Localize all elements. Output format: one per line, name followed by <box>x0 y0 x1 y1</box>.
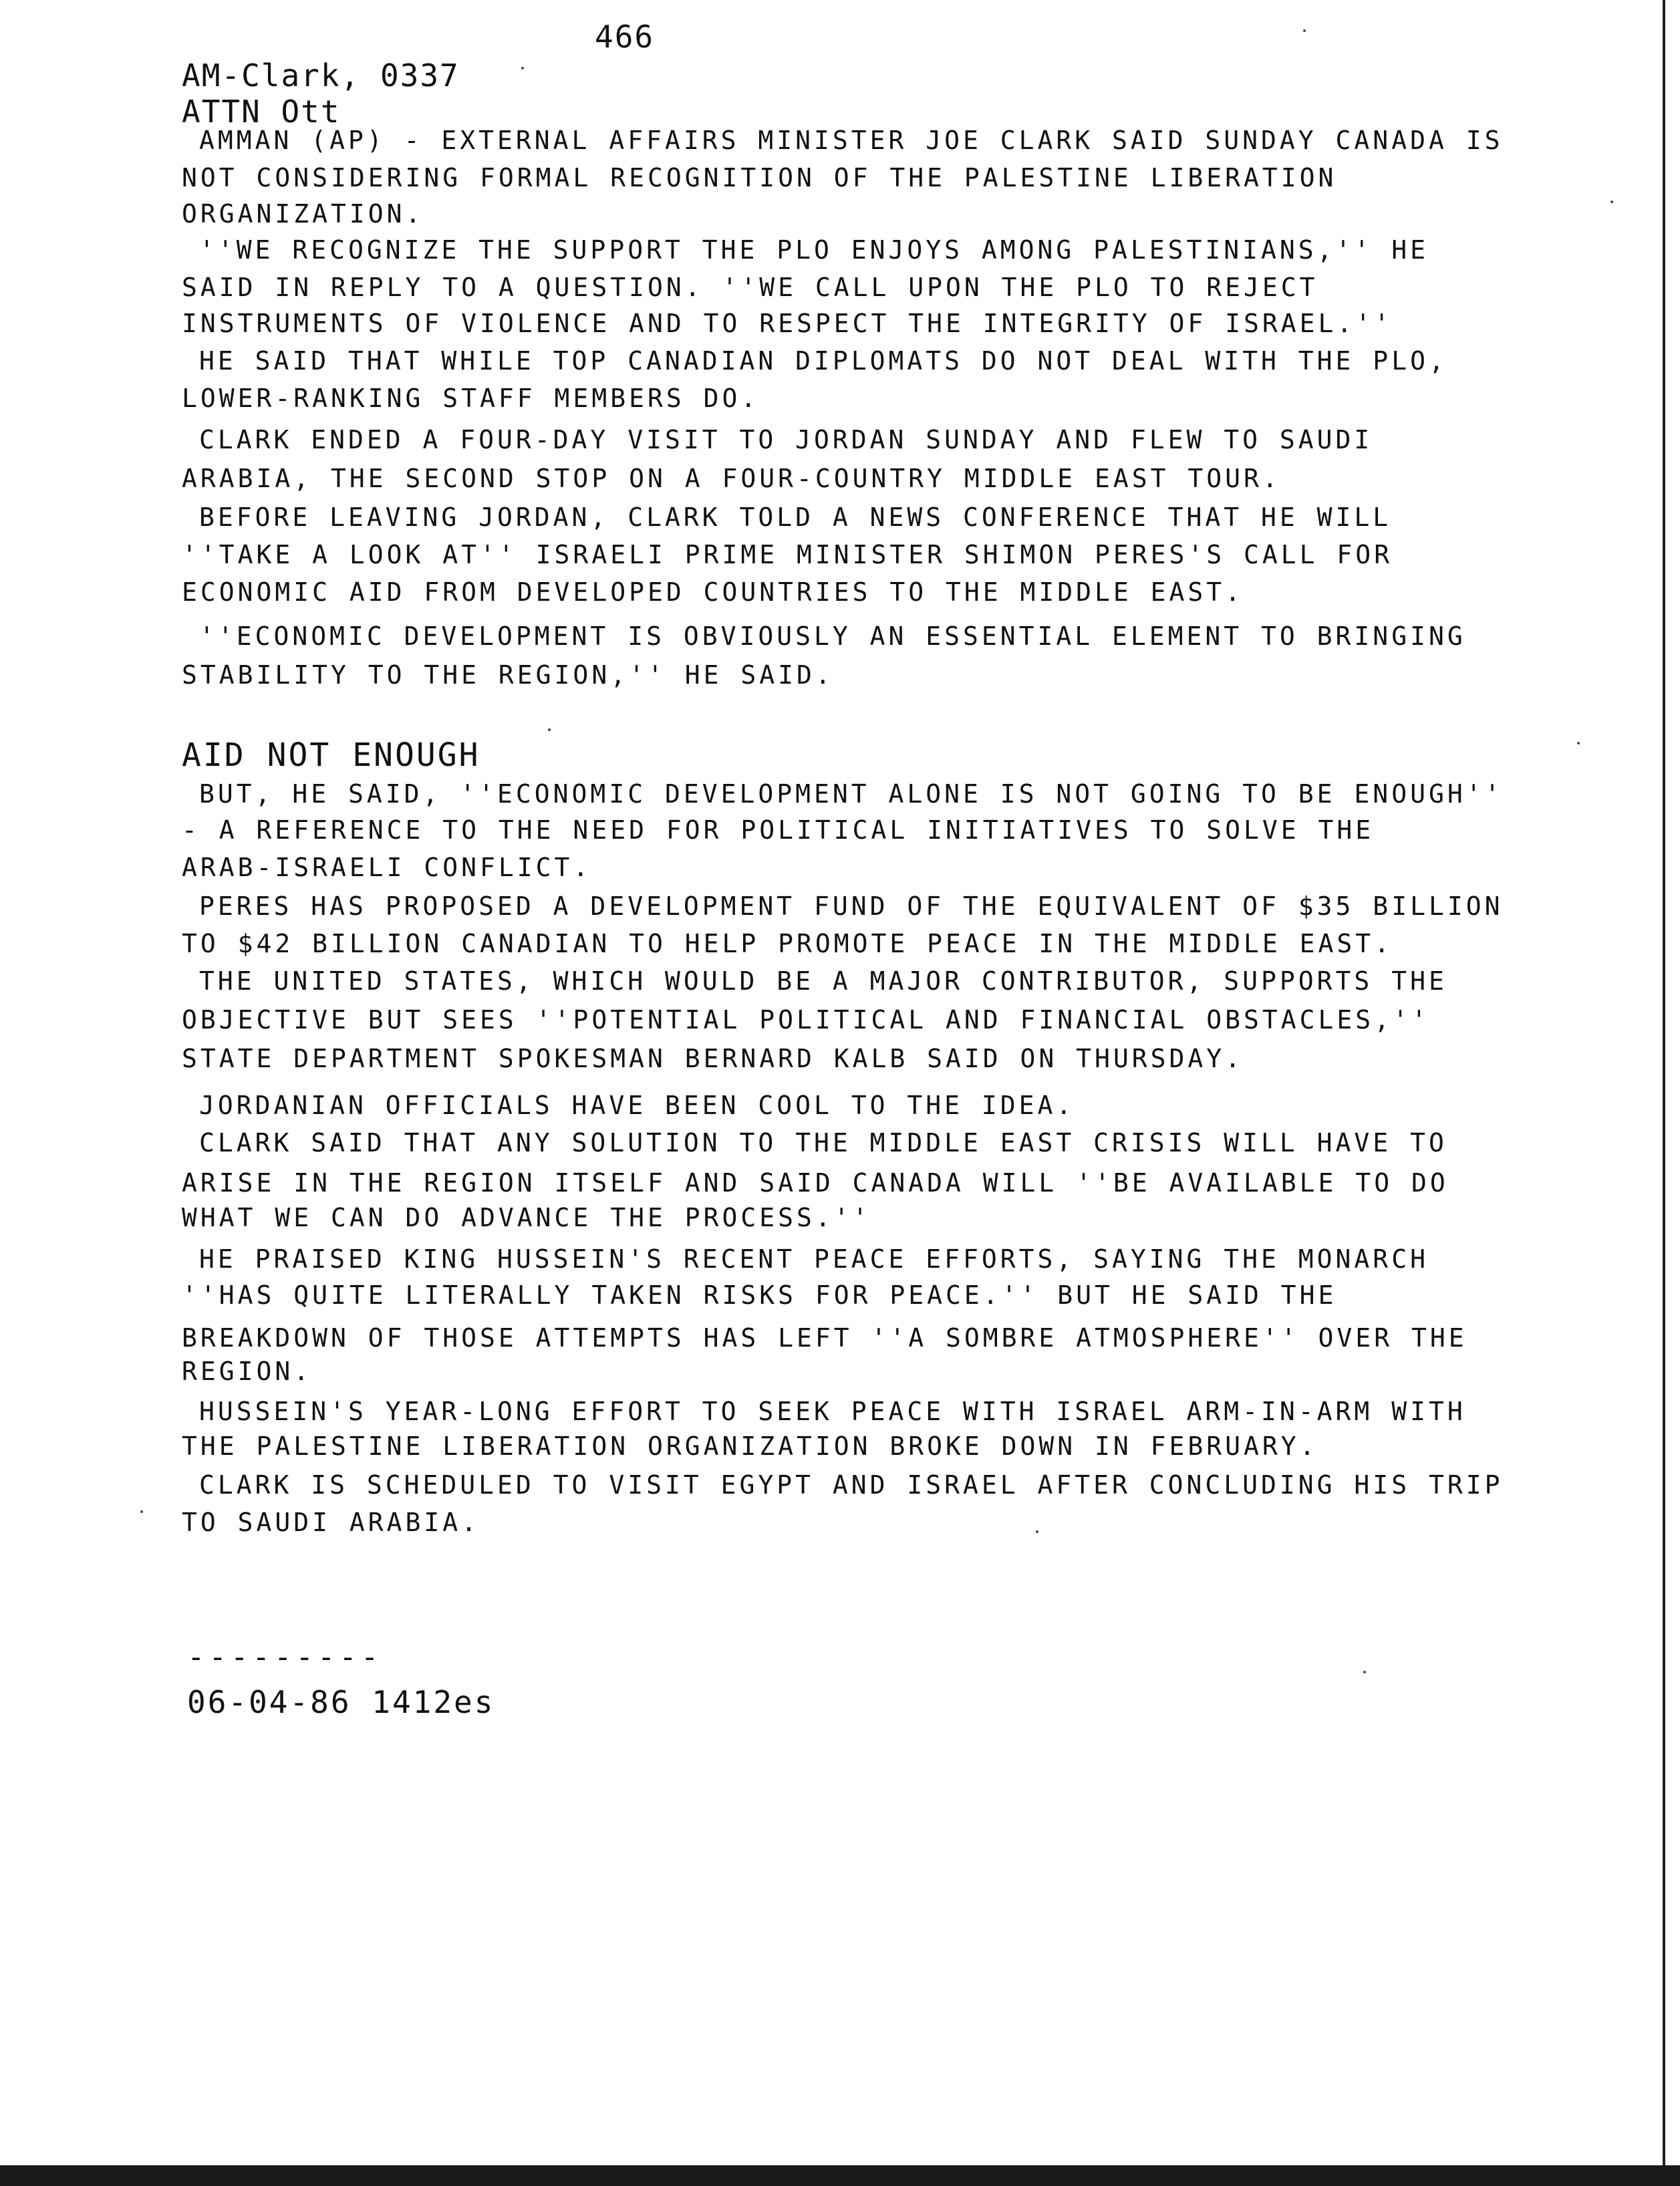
body-line: ARAB-ISRAELI CONFLICT. <box>182 853 592 882</box>
body-line: THE PALESTINE LIBERATION ORGANIZATION BROKE DOWN IN FEBRUARY. <box>182 1431 1318 1461</box>
body-line: BEFORE LEAVING JORDAN, CLARK TOLD A NEWS CONFERENCE THAT HE WILL <box>199 503 1392 532</box>
dateline: 06-04-86 1412es <box>187 1684 495 1720</box>
body-line: STATE DEPARTMENT SPOKESMAN BERNARD KALB SAID ON THURSDAY. <box>182 1044 1244 1073</box>
body-line: CLARK ENDED A FOUR-DAY VISIT TO JORDAN SUNDAY AND FLEW TO SAUDI <box>199 425 1373 454</box>
scan-speck <box>521 67 524 70</box>
page-number: 466 <box>595 19 655 55</box>
body-line: CLARK IS SCHEDULED TO VISIT EGYPT AND ISRAEL AFTER CONCLUDING HIS TRIP <box>199 1470 1504 1500</box>
scan-bottom-edge <box>0 2165 1680 2186</box>
body-line: JORDANIAN OFFICIALS HAVE BEEN COOL TO THE IDEA. <box>199 1091 1075 1120</box>
body-line: PERES HAS PROPOSED A DEVELOPMENT FUND OF THE EQUIVALENT OF $35 BILLION <box>199 892 1504 921</box>
scan-speck <box>140 1510 143 1513</box>
body-line: BREAKDOWN OF THOSE ATTEMPTS HAS LEFT ''A SOMBRE ATMOSPHERE'' OVER THE <box>182 1323 1467 1353</box>
body-line: THE UNITED STATES, WHICH WOULD BE A MAJOR CONTRIBUTOR, SUPPORTS THE <box>199 966 1447 996</box>
body-line: HE PRAISED KING HUSSEIN'S RECENT PEACE EFFORTS, SAYING THE MONARCH <box>199 1244 1429 1274</box>
story-slug: AM-Clark, 0337 <box>182 57 460 94</box>
body-line: ''TAKE A LOOK AT'' ISRAELI PRIME MINISTER SHIMON PERES'S CALL FOR <box>182 540 1393 569</box>
scan-speck <box>548 728 551 731</box>
scan-speck <box>1303 29 1306 32</box>
body-line: NOT CONSIDERING FORMAL RECOGNITION OF THE PALESTINE LIBERATION <box>182 163 1337 192</box>
body-line: TO $42 BILLION CANADIAN TO HELP PROMOTE PEACE IN THE MIDDLE EAST. <box>182 929 1393 958</box>
body-line: ARISE IN THE REGION ITSELF AND SAID CANADA WILL ''BE AVAILABLE TO DO <box>182 1168 1449 1198</box>
body-line: AMMAN (AP) - EXTERNAL AFFAIRS MINISTER JOE CLARK SAID SUNDAY CANADA IS <box>199 126 1504 155</box>
body-line: ORGANIZATION. <box>182 199 424 229</box>
body-line: ARABIA, THE SECOND STOP ON A FOUR-COUNTRY MIDDLE EAST TOUR. <box>182 464 1281 493</box>
end-rule: --------- <box>187 1640 383 1674</box>
scan-right-edge <box>1663 0 1665 2165</box>
scan-speck <box>1611 200 1613 203</box>
body-line: LOWER-RANKING STAFF MEMBERS DO. <box>182 384 760 413</box>
body-line: STABILITY TO THE REGION,'' HE SAID. <box>182 660 834 690</box>
body-line: INSTRUMENTS OF VIOLENCE AND TO RESPECT THE INTEGRITY OF ISRAEL.'' <box>182 309 1393 338</box>
body-line: CLARK SAID THAT ANY SOLUTION TO THE MIDDLE EAST CRISIS WILL HAVE TO <box>199 1128 1447 1157</box>
body-line: SAID IN REPLY TO A QUESTION. ''WE CALL UPON THE PLO TO REJECT <box>182 273 1318 302</box>
body-line: HE SAID THAT WHILE TOP CANADIAN DIPLOMATS DO NOT DEAL WITH THE PLO, <box>199 346 1447 376</box>
body-line: OBJECTIVE BUT SEES ''POTENTIAL POLITICAL AND FINANCIAL OBSTACLES,'' <box>182 1005 1430 1035</box>
body-line: TO SAUDI ARABIA. <box>182 1508 480 1537</box>
body-line: HUSSEIN'S YEAR-LONG EFFORT TO SEEK PEACE WITH ISRAEL ARM-IN-ARM WITH <box>199 1397 1466 1426</box>
body-line: ''HAS QUITE LITERALLY TAKEN RISKS FOR PEACE.'' BUT HE SAID THE <box>182 1280 1337 1310</box>
scan-speck <box>1036 1530 1038 1533</box>
body-line: ECONOMIC AID FROM DEVELOPED COUNTRIES TO THE MIDDLE EAST. <box>182 577 1244 607</box>
body-line: - A REFERENCE TO THE NEED FOR POLITICAL INITIATIVES TO SOLVE THE <box>182 815 1375 845</box>
body-line: WHAT WE CAN DO ADVANCE THE PROCESS.'' <box>182 1203 871 1232</box>
scan-speck <box>1363 1671 1366 1673</box>
subheading: AID NOT ENOUGH <box>182 736 480 774</box>
scan-speck <box>1577 742 1580 744</box>
body-line: BUT, HE SAID, ''ECONOMIC DEVELOPMENT ALONE IS NOT GOING TO BE ENOUGH'' <box>199 779 1504 809</box>
body-line: ''ECONOMIC DEVELOPMENT IS OBVIOUSLY AN ESSENTIAL ELEMENT TO BRINGING <box>199 622 1466 651</box>
body-line: ''WE RECOGNIZE THE SUPPORT THE PLO ENJOYS AMONG PALESTINIANS,'' HE <box>199 235 1429 265</box>
body-line: REGION. <box>182 1357 313 1386</box>
attention-line: ATTN Ott <box>182 94 341 130</box>
